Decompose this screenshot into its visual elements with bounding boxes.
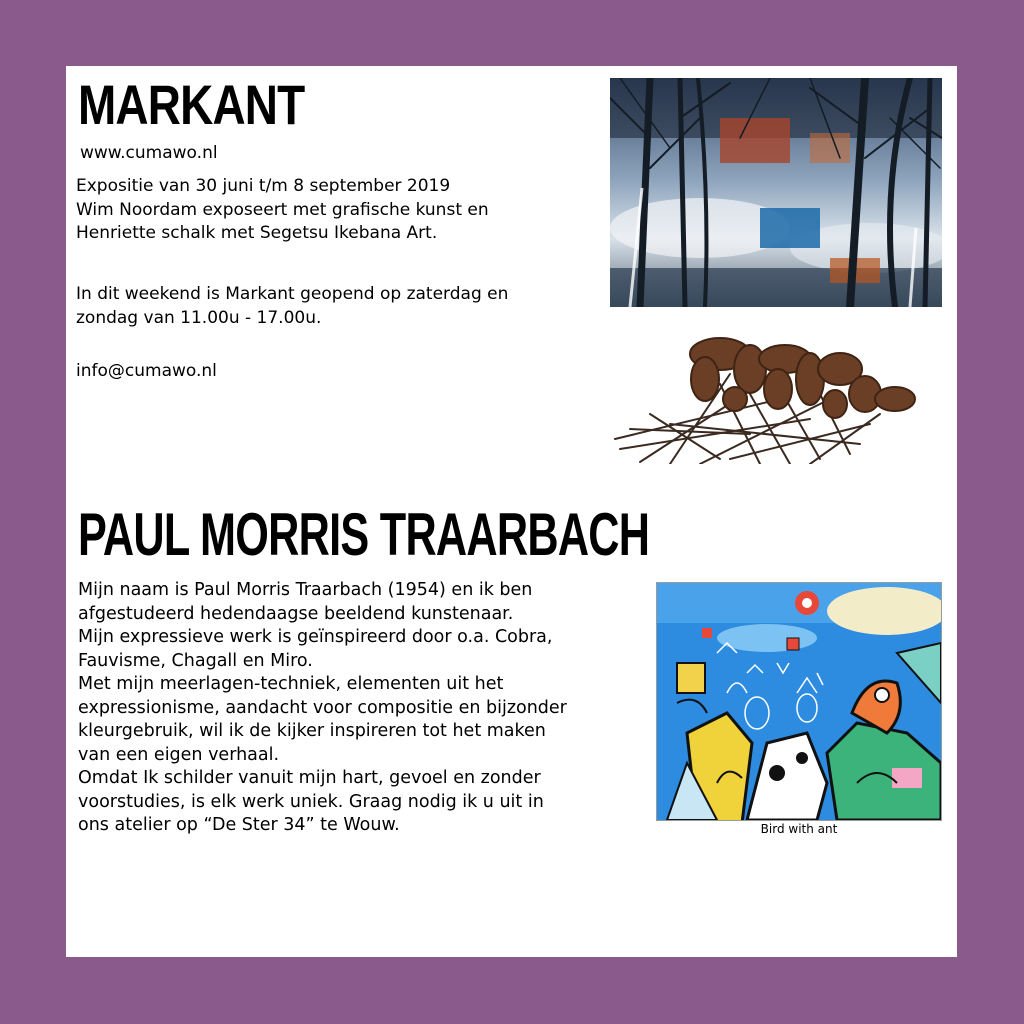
website-link[interactable]: www.cumawo.nl — [80, 143, 218, 163]
bio-line: afgestudeerd hedendaagse beeldend kunstenaar. — [78, 603, 514, 624]
bio-line: Fauvisme, Chagall en Miro. — [78, 650, 313, 671]
hours-line: zondag van 11.00u - 17.00u. — [76, 307, 322, 328]
exposition-text — [76, 175, 489, 246]
ikebana-sculpture-image — [610, 324, 920, 464]
content-panel — [66, 66, 957, 957]
forest-artwork-image — [610, 78, 942, 307]
opening-hours-text — [76, 283, 508, 330]
expo-line: Wim Noordam exposeert met grafische kunst en — [76, 199, 489, 220]
bio-line: kleurgebruik, wil ik de kijker inspireren tot het maken — [78, 721, 546, 741]
artist-bio — [78, 579, 567, 838]
markant-title: MARKANT — [78, 73, 305, 136]
expo-line: Henriette schalk met Segetsu Ikebana Art. — [76, 223, 438, 243]
expo-line: Expositie van 30 juni t/m 8 september 2019 — [76, 176, 451, 196]
bird-with-ant-painting-image — [656, 582, 942, 821]
bio-line: Mijn expressieve werk is geïnspireerd door o.a. Cobra, — [78, 627, 553, 647]
hours-line: In dit weekend is Markant geopend op zaterdag en — [76, 284, 509, 304]
painting-caption: Bird with ant — [760, 822, 838, 836]
email-link[interactable]: info@cumawo.nl — [76, 361, 217, 381]
bio-line: ons atelier op “De Ster 34” te Wouw. — [78, 815, 400, 835]
bio-line: expressionisme, aandacht voor compositie en bijzonder — [78, 697, 567, 718]
bio-line: Mijn naam is Paul Morris Traarbach (1954) en ik ben — [78, 580, 533, 600]
artist-name-title: PAUL MORRIS TRAARBACH — [78, 501, 650, 568]
bio-line: voorstudies, is elk werk uniek. Graag nodig ik u uit in — [78, 791, 544, 812]
bio-line: Omdat Ik schilder vanuit mijn hart, gevoel en zonder — [78, 768, 541, 788]
bio-line: van een eigen verhaal. — [78, 744, 280, 765]
bio-line: Met mijn meerlagen-techniek, elementen uit het — [78, 674, 504, 694]
